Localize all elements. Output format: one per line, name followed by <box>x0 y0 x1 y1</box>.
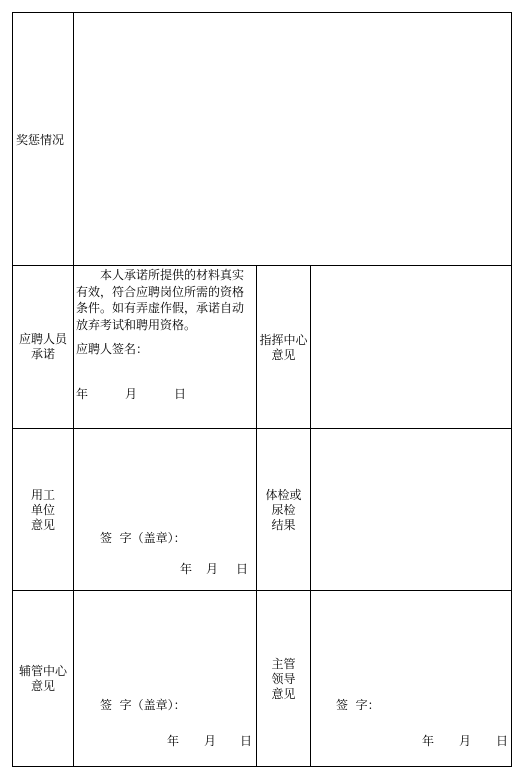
support-date-year: 年 <box>167 734 180 748</box>
row-divider-3 <box>12 590 512 591</box>
leader-date-month: 月 <box>459 734 472 748</box>
commitment-label <box>13 332 73 362</box>
leader-label-line2: 领导 <box>271 672 296 686</box>
command-center-label-line2: 意见 <box>271 348 296 362</box>
commitment-date-day: 日 <box>174 387 187 401</box>
table-border-right <box>511 12 512 767</box>
commitment-date-month: 月 <box>125 387 138 401</box>
employer-label-line2: 单位 <box>30 503 55 517</box>
medical-check-label-line2: 尿检 <box>271 503 296 517</box>
employer-sign-label: 签 字（盖章）： <box>100 531 186 545</box>
medical-check-label <box>257 488 310 533</box>
medical-check-result-cell[interactable] <box>311 429 511 590</box>
employer-date-month: 月 <box>206 562 219 576</box>
leader-label-line3: 意见 <box>271 687 296 701</box>
medical-check-label-line1: 体检或 <box>265 488 302 502</box>
employer-label-line3: 意见 <box>30 518 55 532</box>
support-center-label <box>13 664 73 694</box>
support-date-day: 日 <box>240 734 253 748</box>
leader-sign-label: 签 字： <box>336 698 380 712</box>
commitment-label-line1: 应聘人员 <box>18 332 67 346</box>
registration-form-table <box>12 12 512 767</box>
employer-label-line1: 用工 <box>30 488 55 502</box>
support-date-month: 月 <box>204 734 217 748</box>
medical-check-label-line3: 结果 <box>271 518 296 532</box>
command-center-label-line1: 指挥中心 <box>259 333 308 347</box>
employer-label <box>13 488 73 533</box>
table-border-left <box>12 12 13 767</box>
employer-date-year: 年 <box>180 562 193 576</box>
applicant-signature-label: 应聘人签名： <box>76 342 149 356</box>
awards-label: 奖惩情况 <box>16 133 65 147</box>
commitment-date-year: 年 <box>76 387 89 401</box>
support-center-label-line2: 意见 <box>30 679 55 693</box>
employer-date-day: 日 <box>236 562 249 576</box>
command-center-label <box>257 333 310 363</box>
commitment-label-line2: 承诺 <box>30 347 55 361</box>
leader-label <box>257 657 310 702</box>
leader-date-year: 年 <box>422 734 435 748</box>
leader-label-line1: 主管 <box>271 657 296 671</box>
leader-date-day: 日 <box>496 734 509 748</box>
table-border-bottom <box>12 766 512 767</box>
awards-content-cell[interactable] <box>74 13 511 265</box>
commitment-statement: 本人承诺所提供的材料真实有效，符合应聘岗位所需的资格条件。如有弄虚作假，承诺自动放弃考试和聘用资格。 <box>76 268 245 332</box>
support-center-label-line1: 辅管中心 <box>18 664 67 678</box>
command-center-opinion-cell[interactable] <box>311 266 511 428</box>
support-sign-label: 签 字（盖章）： <box>100 698 186 712</box>
